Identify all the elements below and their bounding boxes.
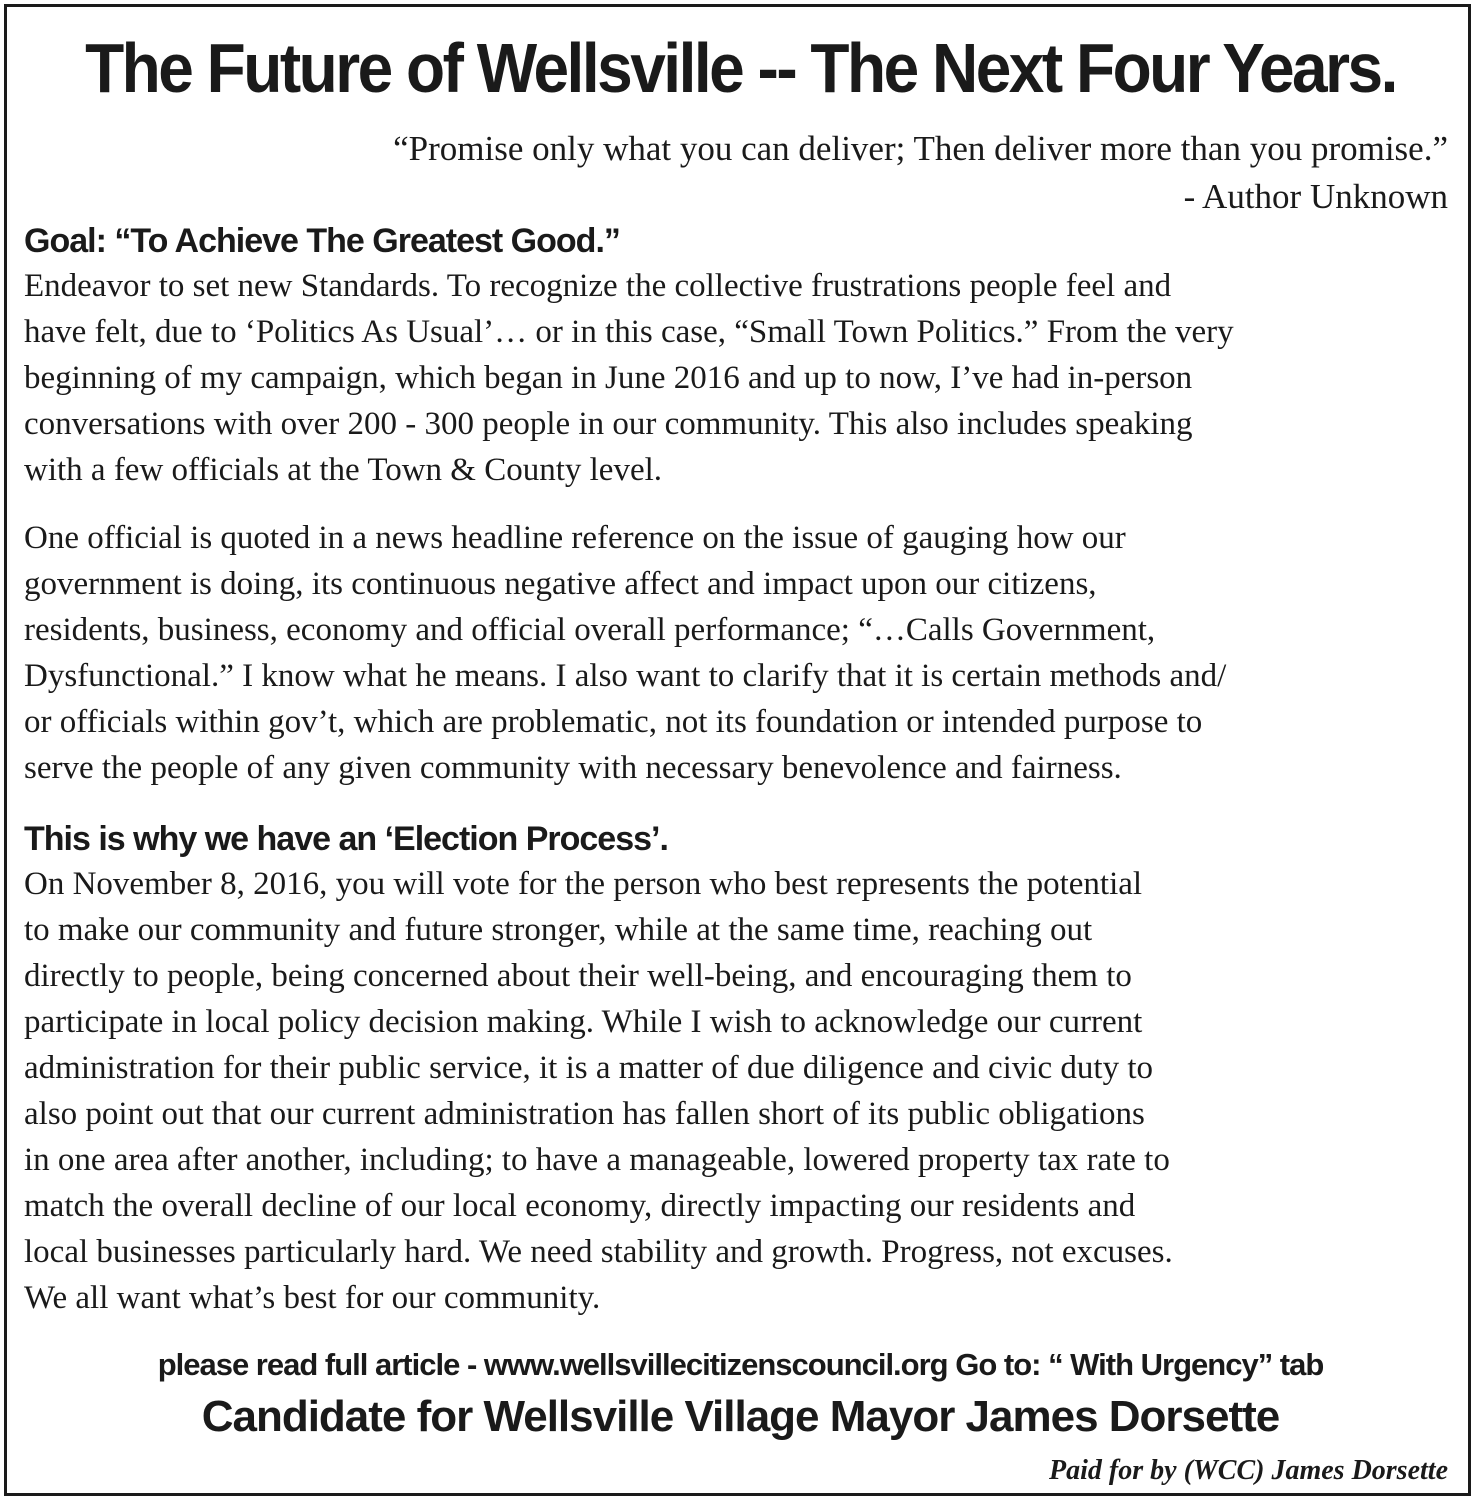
election-heading: This is why we have an ‘Election Process’. <box>24 820 668 858</box>
quote-attribution: - Author Unknown <box>1183 177 1448 216</box>
quote-text: “Promise only what you can deliver; Then deliver more than you promise.” <box>393 129 1448 168</box>
quote-block <box>393 125 1448 221</box>
election-paragraph: On November 8, 2016, you will vote for the person who best represents the potential to make our community and future stronger, while at the same time, reaching out directly to people, being concerned about their well-being, and encouraging them to participate in local policy decision making. While I wish to acknowledge our current administration for their public service, it is a matter of due diligence and civic duty to also point out that our current administration has fallen short of its public obligations in one area after another, including; to have a manageable, lowered property tax rate to match the overall decline of our local economy, directly impacting our residents and local businesses particularly hard. We need stability and growth. Progress, not excuses. We all want what’s best for our community. <box>24 866 1173 1316</box>
candidate-line: Candidate for Wellsville Village Mayor James Dorsette <box>201 1392 1280 1441</box>
read-full-article: please read full article - www.wellsvillecitizenscouncil.org Go to: “ With Urgency” tab <box>157 1347 1324 1382</box>
goal-paragraph-2: One official is quoted in a news headline reference on the issue of gauging how our government is doing, its continuous negative affect and impact upon our citizens, residents, business, economy and official overall performance; “…Calls Government, Dysfunctional.” I know what he means. I also want to clarify that it is certain methods and/ or officials within gov’t, which are problematic, not its foundation or intended purpose to serve the people of any given community with necessary benevolence and fairness. <box>24 520 1227 786</box>
goal-paragraph-1: Endeavor to set new Standards. To recognize the collective frustrations people feel and have felt, due to ‘Politics As Usual’… or in this case, “Small Town Politics.” From the very beginning of my campaign, which began in June 2016 and up to now, I’ve had in-person conversations with over 200 - 300 people in our community. This also includes speaking with a few officials at the Town & County level. <box>24 268 1234 488</box>
campaign-ad <box>4 4 1471 1496</box>
paid-for-line: Paid for by (WCC) James Dorsette <box>1049 1455 1448 1486</box>
headline: The Future of Wellsville -- The Next Four Years. <box>85 29 1396 107</box>
goal-heading: Goal: “To Achieve The Greatest Good.” <box>24 222 620 260</box>
